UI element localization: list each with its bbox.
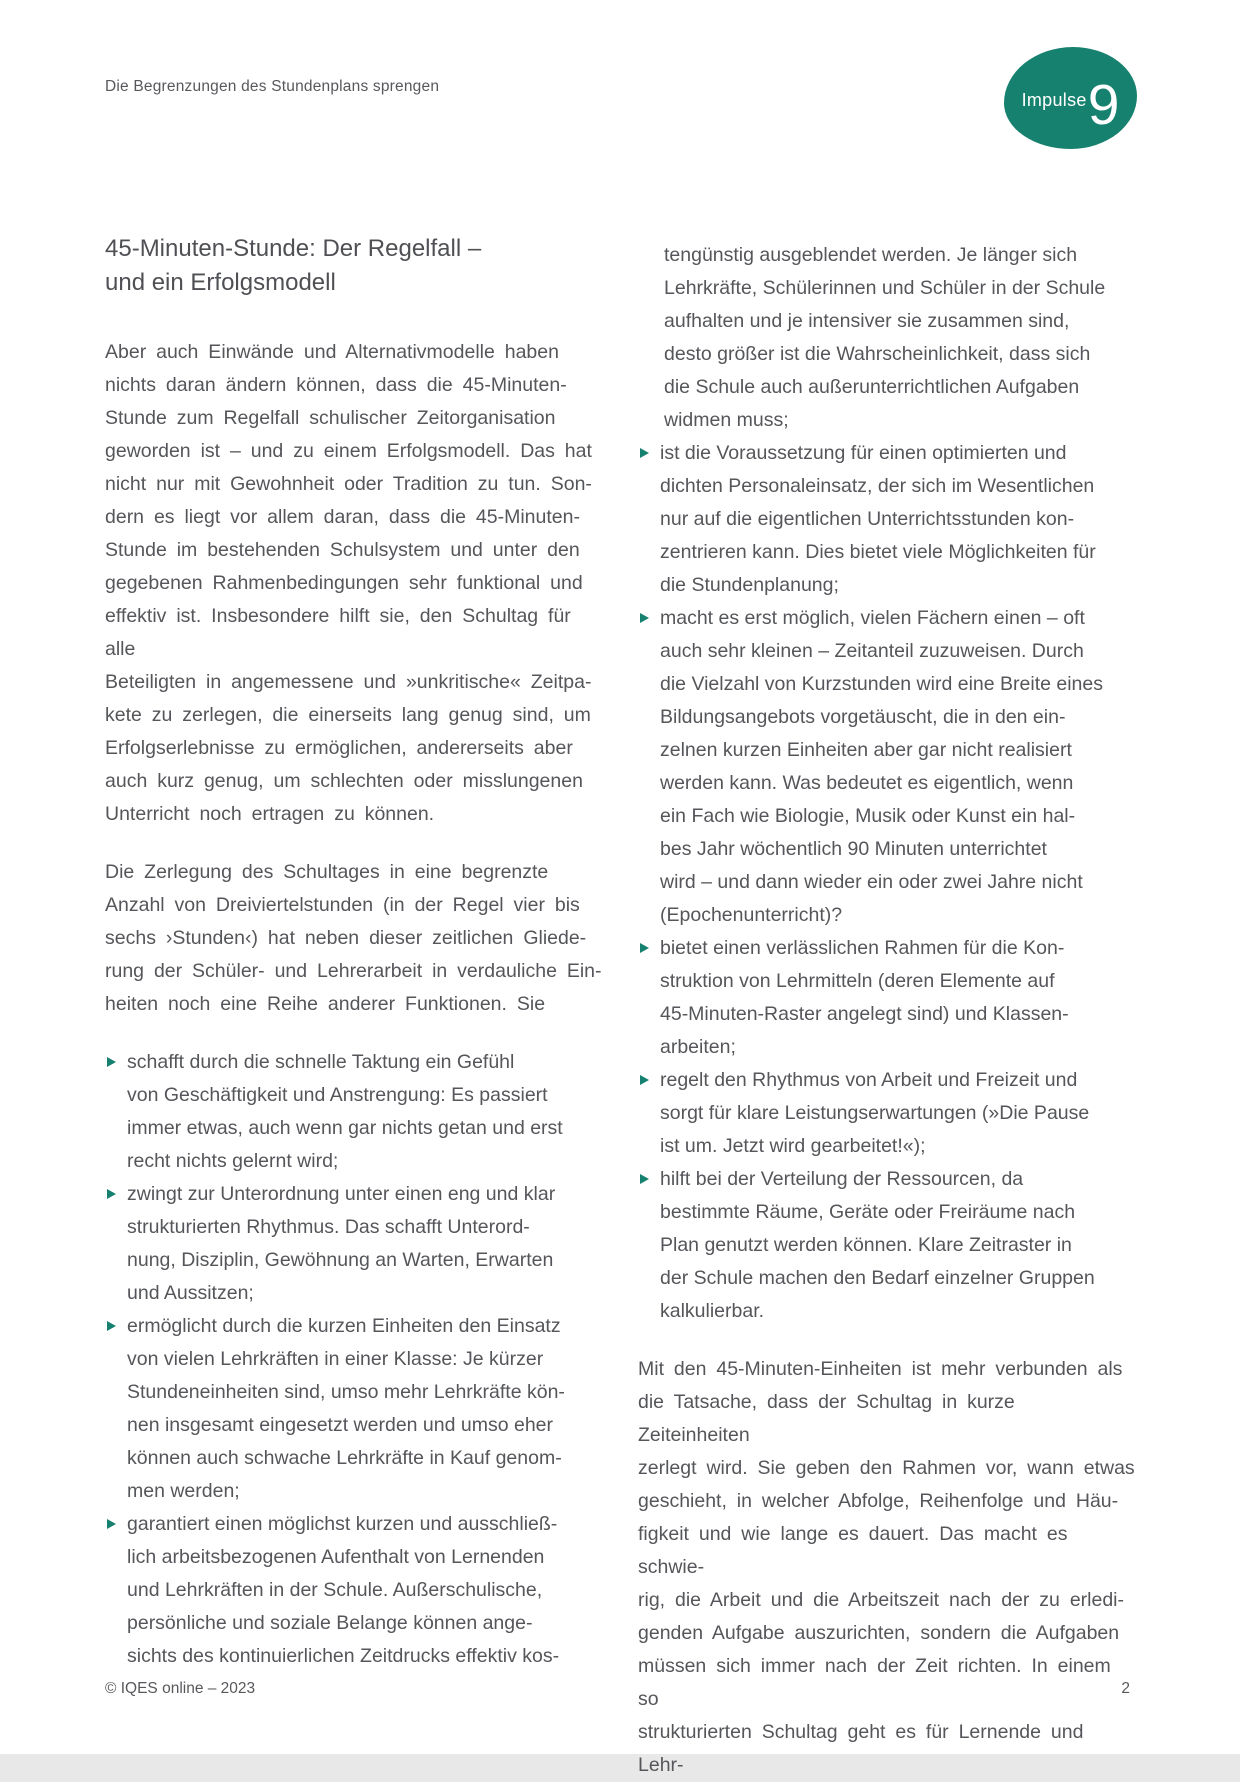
bullet-item [638, 437, 1135, 602]
left-column [105, 232, 602, 1782]
bullet-text: regelt den Rhythmus von Arbeit und Freizeit und sorgt für klare Leistungserwartungen (»Die Pause ist um. Jetzt wird gearbeitet!«); [660, 1069, 1090, 1157]
bullet-triangle-icon [107, 1057, 116, 1067]
impulse-badge [1004, 47, 1137, 149]
paragraph-1: Aber auch Einwände und Alternativmodelle haben nichts daran ändern können, dass die 45-Minuten- Stunde zum Regelfall schulischer Zeitorganisation geworden ist – und zu einem Erfolgsmodell. Das hat nicht nur mit Gewohnheit oder Tradition zu tun. Son- dern es liegt vor allem daran, dass die 45-Minuten- Stunde im bestehenden Schulsystem und unter den gegebenen Rahmenbedingungen sehr funktional und effektiv ist. Insbesondere hilft sie, den Schultag für alle Beteiligten in angemessene und »unkritische« Zeitpa- kete zu zerlegen, die einerseits lang genug sind, um Erfolgserlebnisse zu ermöglichen, andererseits aber auch kurz genug, um schlechten oder misslungenen Unterricht noch ertragen zu können. [105, 341, 592, 825]
bullet-text: garantiert einen möglichst kurzen und ausschließ- lich arbeitsbezogenen Aufenthalt von Lernenden und Lehrkräften in der Schule. Außerschulische, persönliche und soziale Belange können ange- sichts des kontinuierlichen Zeitdrucks effektiv kos- [127, 1513, 560, 1667]
running-title: Die Begrenzungen des Stundenplans sprengen [105, 78, 440, 95]
bullet-text: ist die Voraussetzung für einen optimierten und dichten Personaleinsatz, der sich im Wesentlichen nur auf die eigentlichen Unterrichtsstunden kon- zentrieren kann. Dies bietet viele Möglichkeiten für die Stundenplanung; [660, 442, 1096, 596]
bullet-item [105, 1508, 602, 1673]
bullet-text: ermöglicht durch die kurzen Einheiten den Einsatz von vielen Lehrkräften in einer Klasse: Je kürzer Stundeneinheiten sind, umso mehr Lehrkräfte kön- nen insgesamt eingesetzt werden und umso eher können auch schwache Lehrkräfte in Kauf genom- men werden; [127, 1315, 565, 1502]
article-title: 45-Minuten-Stunde: Der Regelfall – und ein Erfolgsmodell [105, 235, 482, 296]
bullet-text: schafft durch die schnelle Taktung ein Gefühl von Geschäftigkeit und Anstrengung: Es passiert immer etwas, auch wenn gar nichts getan und erst recht nichts gelernt wird; [127, 1051, 563, 1172]
running-header [105, 78, 439, 96]
bullet-continuation [638, 239, 1135, 437]
bullet-item [105, 1046, 602, 1178]
bullet-triangle-icon [640, 448, 649, 458]
paragraph-2: Die Zerlegung des Schultages in eine begrenzte Anzahl von Dreiviertelstunden (in der Regel vier bis sechs ›Stunden‹) hat neben dieser zeitlichen Gliede- rung der Schüler- und Lehrerarbeit in verdauliche Ein- heiten noch eine Reihe anderer Funktionen. Sie [105, 861, 602, 1015]
right-column [638, 232, 1135, 1782]
bullet-text: tengünstig ausgeblendet werden. Je länger sich Lehrkräfte, Schülerinnen und Schüler in der Schule aufhalten und je intensiver sie zusammen sind, desto größer ist die Wahrscheinlichkeit, dass sich die Schule auch außerunterrichtlichen Aufgaben widmen muss; [664, 244, 1106, 431]
bullet-text: bietet einen verlässlichen Rahmen für die Kon- struktion von Lehrmitteln (deren Elemente auf 45-Minuten-Raster angelegt sind) und Klassen- arbeiten; [660, 937, 1069, 1058]
bullet-text: hilft bei der Verteilung der Ressourcen, da bestimmte Räume, Geräte oder Freiräume nach Plan genutzt werden können. Klare Zeitraster in der Schule machen den Bedarf einzelner Gruppen kalkulierbar. [660, 1168, 1095, 1322]
bullet-item [638, 602, 1135, 932]
bullet-triangle-icon [640, 943, 649, 953]
bullet-text: zwingt zur Unterordnung unter einen eng und klar strukturierten Rhythmus. Das schafft Unterord- nung, Disziplin, Gewöhnung an Warten, Erwarten und Aussitzen; [127, 1183, 556, 1304]
bullet-item [638, 1064, 1135, 1163]
badge-number: 9 [1087, 72, 1120, 137]
bullet-triangle-icon [107, 1519, 116, 1529]
article-body [105, 232, 1135, 1782]
bullet-triangle-icon [640, 1075, 649, 1085]
bullet-item [638, 932, 1135, 1064]
right-bullet-list [638, 437, 1135, 1328]
page-footer [105, 1680, 1130, 1698]
left-bullet-list [105, 1046, 602, 1673]
bullet-item [105, 1178, 602, 1310]
closing-paragraph: Mit den 45-Minuten-Einheiten ist mehr verbunden als die Tatsache, dass der Schultag in kurze Zeiteinheiten zerlegt wird. Sie geben den Rahmen vor, wann etwas geschieht, in welcher Abfolge, Reihenfolge und Häu- figkeit und wie lange es dauert. Das macht es schwie- rig, die Arbeit und die Arbeitszeit nach der zu erledi- genden Aufgabe auszurichten, sondern die Aufgaben müssen sich immer nach der Zeit richten. In einem so strukturierten Schultag geht es für Lernende und Lehr- [638, 1358, 1135, 1776]
badge-label: Impulse [1021, 89, 1087, 110]
bullet-triangle-icon [107, 1321, 116, 1331]
bullet-item [105, 1310, 602, 1508]
bullet-triangle-icon [640, 613, 649, 623]
copyright: © IQES online – 2023 [105, 1680, 256, 1697]
page-number: 2 [1121, 1680, 1130, 1697]
bullet-text: macht es erst möglich, vielen Fächern einen – oft auch sehr kleinen – Zeitanteil zuzuweisen. Durch die Vielzahl von Kurzstunden wird eine Breite eines Bildungsangebots vorgetäuscht, die in den ein- zelnen kurzen Einheiten aber gar nicht realisiert werden kann. Was bedeutet es eigentlich, wenn ein Fach wie Biologie, Musik oder Kunst ein hal- bes Jahr wöchentlich 90 Minuten unterrichtet wird – und dann wieder ein oder zwei Jahre nicht (Epochenunterricht)? [660, 607, 1103, 926]
bullet-triangle-icon [107, 1189, 116, 1199]
bullet-triangle-icon [640, 1174, 649, 1184]
bullet-item [638, 1163, 1135, 1328]
